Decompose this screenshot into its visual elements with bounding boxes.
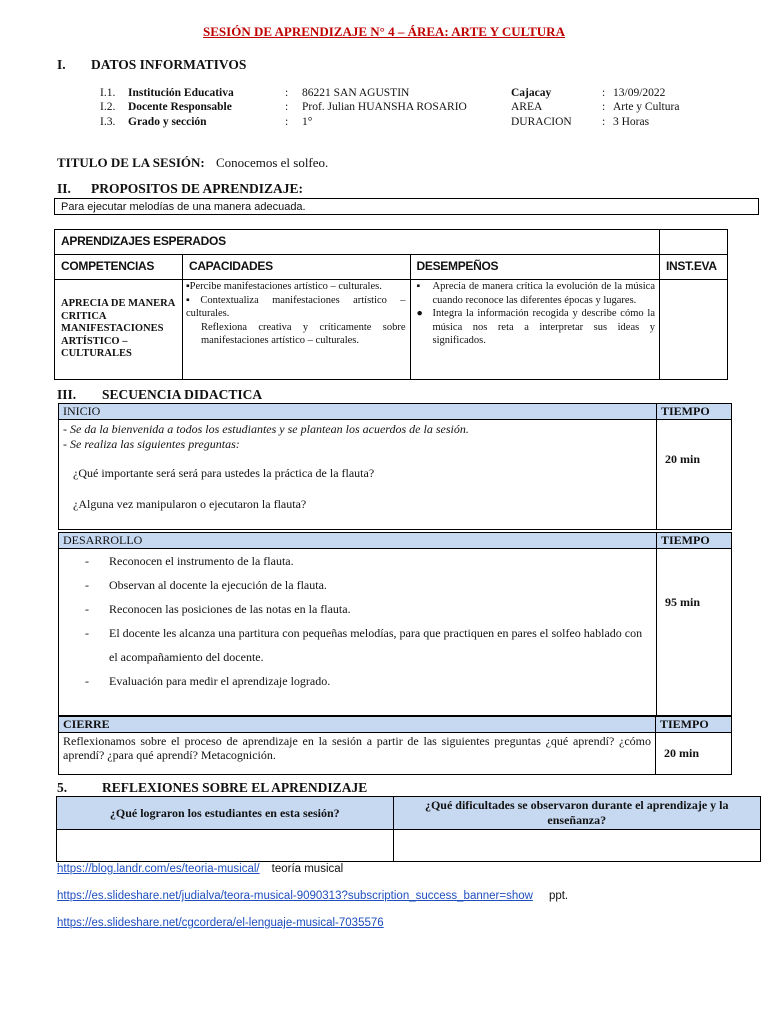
cierre-text: Reflexionamos sobre el proceso de aprendizaje en la sesión a partir de las siguientes preguntas ¿qué aprendí? ¿cómo aprendí? ¿para qué aprendí? Metacognición. [59,733,656,775]
capacidad-item [186,294,406,321]
capacidades-cell [182,280,410,380]
desempeno-text: Integra la información recogida y describe cómo la música nos reta a interpretar sus ideas y significados. [432,308,655,346]
purpose-text: Para ejecutar melodías de una manera adecuada. [55,199,759,215]
info-value: Prof. Julian HUANSHA ROSARIO [302,101,467,113]
dash-bullet-icon: - [85,626,89,640]
reference-line [57,913,384,931]
info-colon: : [285,101,289,113]
col-capacidades: CAPACIDADES [182,255,410,280]
desarrollo-item [59,669,648,693]
info-block [0,87,768,135]
square-bullet-icon: ▪ [416,281,421,292]
reference-link[interactable]: https://blog.landr.com/es/teoria-musical/ [57,863,260,875]
round-bullet-icon: ● [416,308,423,319]
capacidad-text: ▪Percibe manifestaciones artístico – culturales. [185,281,382,292]
session-title [57,155,328,171]
inicio-question: ¿Alguna vez manipularon o ejecutaron la flauta? [73,497,307,511]
dash-bullet-icon: - [85,554,89,568]
info-num: I.1. [100,87,116,99]
desarrollo-text: Reconocen el instrumento de la flauta. [109,554,294,568]
desarrollo-item [59,621,648,669]
desarrollo-text: Observan al docente la ejecución de la flauta. [109,578,327,592]
desempenos-cell [410,280,659,380]
cierre-time-header: TIEMPO [656,717,732,733]
reflexion-question-2: ¿Qué dificultades se observaron durante el aprendizaje y la enseñanza? [393,797,760,830]
desarrollo-item [59,597,648,621]
section-3-number: III. [57,387,77,402]
reference-link[interactable]: https://es.slideshare.net/judialva/teora-musical-9090313?subscription_success_banner=show [57,890,533,902]
info-num: I.3. [100,116,116,128]
desarrollo-item [59,549,648,573]
reflexiones-table [56,796,761,862]
desempeno-item [411,280,655,307]
inicio-line: - Se da la bienvenida a todos los estudiantes y se plantean los acuerdos de la sesión. [63,422,469,436]
section-2-number: II. [57,181,71,196]
inicio-time: 20 min [657,420,732,530]
info-colon-2: : [602,116,606,128]
desarrollo-text: Reconocen las posiciones de las notas en la flauta. [109,602,351,616]
info-value-2: 13/09/2022 [613,87,666,99]
reference-line [57,859,343,877]
capacidad-item [186,321,406,348]
reflexion-answer-1[interactable] [57,830,394,862]
col-competencias: COMPETENCIAS [55,255,183,280]
dash-bullet-icon: - [85,602,89,616]
section-3-heading: SECUENCIA DIDACTICA [102,387,263,402]
reference-note: ppt. [548,890,569,902]
desarrollo-item [59,573,648,597]
reference-note: teoría musical [271,863,344,875]
desempeno-text: Aprecia de manera crítica la evolución de la música cuando reconoce las diferentes épocas y lugares. [432,281,655,306]
reflexion-answer-2[interactable] [393,830,760,862]
inst-eva-cell [660,280,728,380]
section-2-heading: PROPOSITOS DE APRENDIZAJE: [91,181,304,196]
info-value: 1° [302,116,313,128]
cierre-table [58,716,732,775]
capacidad-text: ▪Contextualiza manifestaciones artístico – culturales. [185,294,406,319]
dash-bullet-icon: - [85,674,89,688]
desarrollo-time-header: TIEMPO [657,533,732,549]
info-value-2: 3 Horas [613,116,650,128]
desarrollo-table [58,532,732,716]
info-colon: : [285,87,289,99]
desarrollo-content [59,549,657,716]
info-label: Institución Educativa [128,87,234,99]
purpose-box [54,198,759,215]
section-1-number: I. [57,57,66,72]
info-colon: : [285,116,289,128]
learning-table-header-empty [660,230,728,255]
desarrollo-text: Evaluación para medir el aprendizaje logrado. [109,674,331,688]
section-5-number: 5. [57,780,68,795]
learning-table-header: APRENDIZAJES ESPERADOS [55,230,660,255]
learning-table [54,229,728,380]
info-label-2: Cajacay [511,87,552,99]
info-value: 86221 SAN AGUSTIN [302,87,410,99]
inicio-table [58,403,732,530]
info-colon-2: : [602,87,606,99]
inicio-question: ¿Qué importante será será para ustedes la práctica de la flauta? [73,466,375,480]
cierre-time: 20 min [656,733,732,775]
inicio-content [59,420,657,530]
desarrollo-text: El docente les alcanza una partitura con pequeñas melodías, para que practiquen en pares el solfeo hablado con el acompañamiento del docente. [109,626,643,664]
info-label-2: AREA [511,101,543,113]
reference-link[interactable]: https://es.slideshare.net/cgcordera/el-lenguaje-musical-7035576 [57,917,384,929]
info-num: I.2. [100,101,116,113]
info-label: Grado y sección [128,116,207,128]
col-inst-eva: INST.EVA [660,255,728,280]
desempeno-item [411,307,655,348]
info-colon-2: : [602,101,606,113]
info-label: Docente Responsable [128,101,232,113]
info-label-2: DURACION [511,116,572,128]
competencia-cell: APRECIA DE MANERA CRITICA MANIFESTACIONES ARTÍSTICO – CULTURALES [55,280,183,380]
reference-line [57,886,568,904]
session-title-label: TITULO DE LA SESIÓN: [57,155,205,170]
capacidad-item [186,280,406,294]
col-desempenos: DESEMPEÑOS [410,255,659,280]
reflexion-question-1: ¿Qué lograron los estudiantes en esta sesión? [57,797,394,830]
document-title: SESIÓN DE APRENDIZAJE N° 4 – ÁREA: ARTE Y CULTURA [203,24,565,39]
section-1-heading: DATOS INFORMATIVOS [91,57,247,72]
inicio-line: - Se realiza las siguientes preguntas: [63,437,240,451]
desarrollo-header: DESARROLLO [59,533,657,549]
session-title-value: Conocemos el solfeo. [216,155,329,170]
section-5-heading: REFLEXIONES SOBRE EL APRENDIZAJE [102,780,368,795]
capacidad-text: Reflexiona creativa y críticamente sobre manifestaciones artístico – culturales. [200,321,406,346]
cierre-header: CIERRE [59,717,656,733]
info-value-2: Arte y Cultura [613,101,680,113]
inicio-time-header: TIEMPO [657,404,732,420]
inicio-header: INICIO [59,404,657,420]
dash-bullet-icon: - [85,578,89,592]
desarrollo-time: 95 min [657,549,732,716]
